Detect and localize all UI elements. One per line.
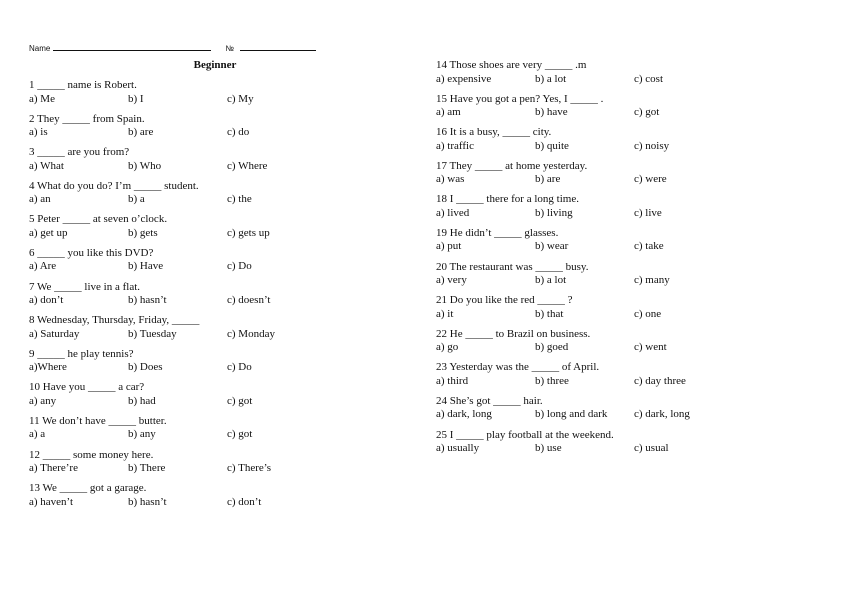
option-b[interactable]: b) a lot xyxy=(535,72,567,85)
option-c[interactable]: c) My xyxy=(227,92,254,105)
option-c[interactable]: c) Do xyxy=(227,260,252,273)
number-blank-line[interactable] xyxy=(240,42,316,51)
option-c[interactable]: c) one xyxy=(634,307,662,320)
option-b[interactable]: b) a xyxy=(128,193,145,206)
answer-options xyxy=(436,308,816,322)
option-a[interactable]: a) am xyxy=(436,106,461,119)
option-a[interactable]: a) go xyxy=(436,341,459,354)
option-b[interactable]: b) have xyxy=(535,106,568,119)
question-text: 5 Peter _____ at seven o’clock. xyxy=(29,213,168,226)
question-text: 21 Do you like the red _____ ? xyxy=(436,294,573,307)
option-c[interactable]: c) noisy xyxy=(634,139,670,152)
option-c[interactable]: c) the xyxy=(227,193,252,206)
question-text: 16 It is a busy, _____ city. xyxy=(436,126,552,139)
answer-options xyxy=(436,140,816,154)
option-b[interactable]: b) Tuesday xyxy=(128,327,177,340)
question-item xyxy=(436,93,816,127)
question-item xyxy=(29,348,409,382)
option-b[interactable]: b) long and dark xyxy=(535,408,608,421)
answer-options xyxy=(436,442,816,456)
question-item xyxy=(436,361,816,395)
question-item xyxy=(29,449,409,483)
student-info-header xyxy=(29,42,316,53)
answer-options xyxy=(29,496,409,510)
option-b[interactable]: b) three xyxy=(535,374,569,387)
option-a[interactable]: a) any xyxy=(29,394,57,407)
question-text: 24 She’s got _____ hair. xyxy=(436,394,543,407)
question-item xyxy=(29,381,409,415)
option-a[interactable]: a) put xyxy=(436,240,462,253)
question-item xyxy=(29,180,409,214)
option-a[interactable]: a) Saturday xyxy=(29,327,80,340)
option-a[interactable]: a) it xyxy=(436,307,454,320)
option-b[interactable]: b) wear xyxy=(535,240,569,253)
option-b[interactable]: b) gets xyxy=(128,226,158,239)
question-item xyxy=(436,193,816,227)
question-item xyxy=(29,213,409,247)
option-a[interactable]: a) traffic xyxy=(436,139,474,152)
option-b[interactable]: b) quite xyxy=(535,139,569,152)
answer-options xyxy=(436,207,816,221)
option-c[interactable]: c) usual xyxy=(634,442,669,455)
option-a[interactable]: a) don’t xyxy=(29,294,64,307)
option-c[interactable]: c) gets up xyxy=(227,226,270,239)
option-c[interactable]: c) cost xyxy=(634,72,664,85)
answer-options xyxy=(436,106,816,120)
option-b[interactable]: b) use xyxy=(535,442,562,455)
option-c[interactable]: c) take xyxy=(634,240,664,253)
option-c[interactable]: c) do xyxy=(227,126,250,139)
option-c[interactable]: c) day three xyxy=(634,374,686,387)
question-item xyxy=(29,415,409,449)
question-item xyxy=(29,314,409,348)
name-label: Name xyxy=(29,44,51,53)
question-text: 17 They _____ at home yesterday. xyxy=(436,159,588,172)
option-a[interactable]: a)Where xyxy=(29,361,67,374)
option-a[interactable]: a) an xyxy=(29,193,51,206)
answer-options xyxy=(436,173,816,187)
answer-options xyxy=(436,240,816,254)
option-c[interactable]: c) got xyxy=(227,394,253,407)
option-a[interactable]: a) haven’t xyxy=(29,495,74,508)
question-item xyxy=(436,395,816,429)
question-item xyxy=(436,160,816,194)
option-c[interactable]: c) many xyxy=(634,274,670,287)
question-text: 15 Have you got a pen? Yes, I _____ . xyxy=(436,92,604,105)
option-c[interactable]: c) There’s xyxy=(227,462,272,475)
answer-options xyxy=(29,160,409,174)
question-text: 25 I _____ play football at the weekend. xyxy=(436,428,614,441)
answer-options xyxy=(436,274,816,288)
question-text: 10 Have you _____ a car? xyxy=(29,381,145,394)
left-question-column xyxy=(29,79,409,516)
question-text: 12 _____ some money here. xyxy=(29,448,154,461)
option-b[interactable]: b) I xyxy=(128,92,144,105)
option-a[interactable]: a) Are xyxy=(29,260,57,273)
option-b[interactable]: b) a lot xyxy=(535,274,567,287)
option-b[interactable]: b) had xyxy=(128,394,156,407)
question-text: 2 They _____ from Spain. xyxy=(29,112,145,125)
answer-options xyxy=(436,408,816,422)
answer-options xyxy=(29,328,409,342)
option-b[interactable]: b) any xyxy=(128,428,156,441)
page-title: Beginner xyxy=(193,59,237,71)
right-question-column xyxy=(436,59,816,462)
answer-options xyxy=(29,428,409,442)
answer-options xyxy=(436,73,816,87)
question-text: 18 I _____ there for a long time. xyxy=(436,193,579,206)
option-a[interactable]: a) dark, long xyxy=(436,408,492,421)
option-a[interactable]: a) There’re xyxy=(29,462,78,475)
option-a[interactable]: a) very xyxy=(436,274,467,287)
answer-options xyxy=(29,294,409,308)
option-c[interactable]: c) Monday xyxy=(227,327,275,340)
question-item xyxy=(29,146,409,180)
question-item xyxy=(29,113,409,147)
option-b[interactable]: b) Have xyxy=(128,260,164,273)
option-c[interactable]: c) doesn’t xyxy=(227,294,271,307)
question-item xyxy=(436,126,816,160)
option-a[interactable]: a) a xyxy=(29,428,46,441)
answer-options xyxy=(29,193,409,207)
question-text: 6 _____ you like this DVD? xyxy=(29,246,154,259)
question-text: 4 What do you do? I’m _____ student. xyxy=(29,179,199,192)
option-c[interactable]: c) dark, long xyxy=(634,408,690,421)
answer-options xyxy=(29,227,409,241)
option-b[interactable]: b) Does xyxy=(128,361,163,374)
option-c[interactable]: c) went xyxy=(634,341,667,354)
question-text: 22 He _____ to Brazil on business. xyxy=(436,327,591,340)
option-a[interactable]: a) What xyxy=(29,159,64,172)
question-item xyxy=(29,482,409,516)
option-c[interactable]: c) Where xyxy=(227,159,268,172)
question-text: 9 _____ he play tennis? xyxy=(29,347,134,360)
option-b[interactable]: b) that xyxy=(535,307,564,320)
option-a[interactable]: a) was xyxy=(436,173,465,186)
answer-options xyxy=(29,126,409,140)
option-c[interactable]: c) got xyxy=(634,106,660,119)
name-blank-line[interactable] xyxy=(53,42,211,51)
option-c[interactable]: c) Do xyxy=(227,361,252,374)
number-label: № xyxy=(225,44,234,53)
answer-options xyxy=(436,341,816,355)
option-c[interactable]: c) don’t xyxy=(227,495,262,508)
question-item xyxy=(436,294,816,328)
option-b[interactable]: b) Who xyxy=(128,159,162,172)
question-item xyxy=(436,261,816,295)
question-item xyxy=(436,328,816,362)
option-a[interactable]: a) is xyxy=(29,126,48,139)
question-text: 14 Those shoes are very _____ .m xyxy=(436,59,587,71)
question-item xyxy=(436,429,816,463)
question-text: 7 We _____ live in a flat. xyxy=(29,280,141,293)
option-a[interactable]: a) third xyxy=(436,374,469,387)
question-item xyxy=(436,59,816,93)
question-text: 8 Wednesday, Thursday, Friday, _____ xyxy=(29,314,200,327)
option-a[interactable]: a) Me xyxy=(29,92,55,105)
option-c[interactable]: c) live xyxy=(634,206,662,219)
question-text: 11 We don’t have _____ butter. xyxy=(29,414,167,427)
option-b[interactable]: b) hasn’t xyxy=(128,294,167,307)
option-a[interactable]: a) get up xyxy=(29,226,68,239)
answer-options xyxy=(436,375,816,389)
option-b[interactable]: b) living xyxy=(535,206,573,219)
option-a[interactable]: a) lived xyxy=(436,206,470,219)
answer-options xyxy=(29,395,409,409)
option-b[interactable]: b) are xyxy=(535,173,561,186)
question-text: 23 Yesterday was the _____ of April. xyxy=(436,361,600,374)
answer-options xyxy=(29,93,409,107)
question-item xyxy=(29,79,409,113)
question-text: 19 He didn’t _____ glasses. xyxy=(436,226,559,239)
option-b[interactable]: b) are xyxy=(128,126,154,139)
question-item xyxy=(29,281,409,315)
question-text: 20 The restaurant was _____ busy. xyxy=(436,260,589,273)
question-item xyxy=(29,247,409,281)
question-item xyxy=(436,227,816,261)
option-b[interactable]: b) hasn’t xyxy=(128,495,167,508)
option-a[interactable]: a) expensive xyxy=(436,72,492,85)
question-text: 13 We _____ got a garage. xyxy=(29,482,147,495)
answer-options xyxy=(29,462,409,476)
option-a[interactable]: a) usually xyxy=(436,442,480,455)
option-b[interactable]: b) There xyxy=(128,462,166,475)
option-b[interactable]: b) goed xyxy=(535,341,569,354)
question-text: 1 _____ name is Robert. xyxy=(29,79,137,91)
option-c[interactable]: c) got xyxy=(227,428,253,441)
answer-options xyxy=(29,361,409,375)
option-c[interactable]: c) were xyxy=(634,173,667,186)
question-text: 3 _____ are you from? xyxy=(29,146,130,159)
answer-options xyxy=(29,260,409,274)
